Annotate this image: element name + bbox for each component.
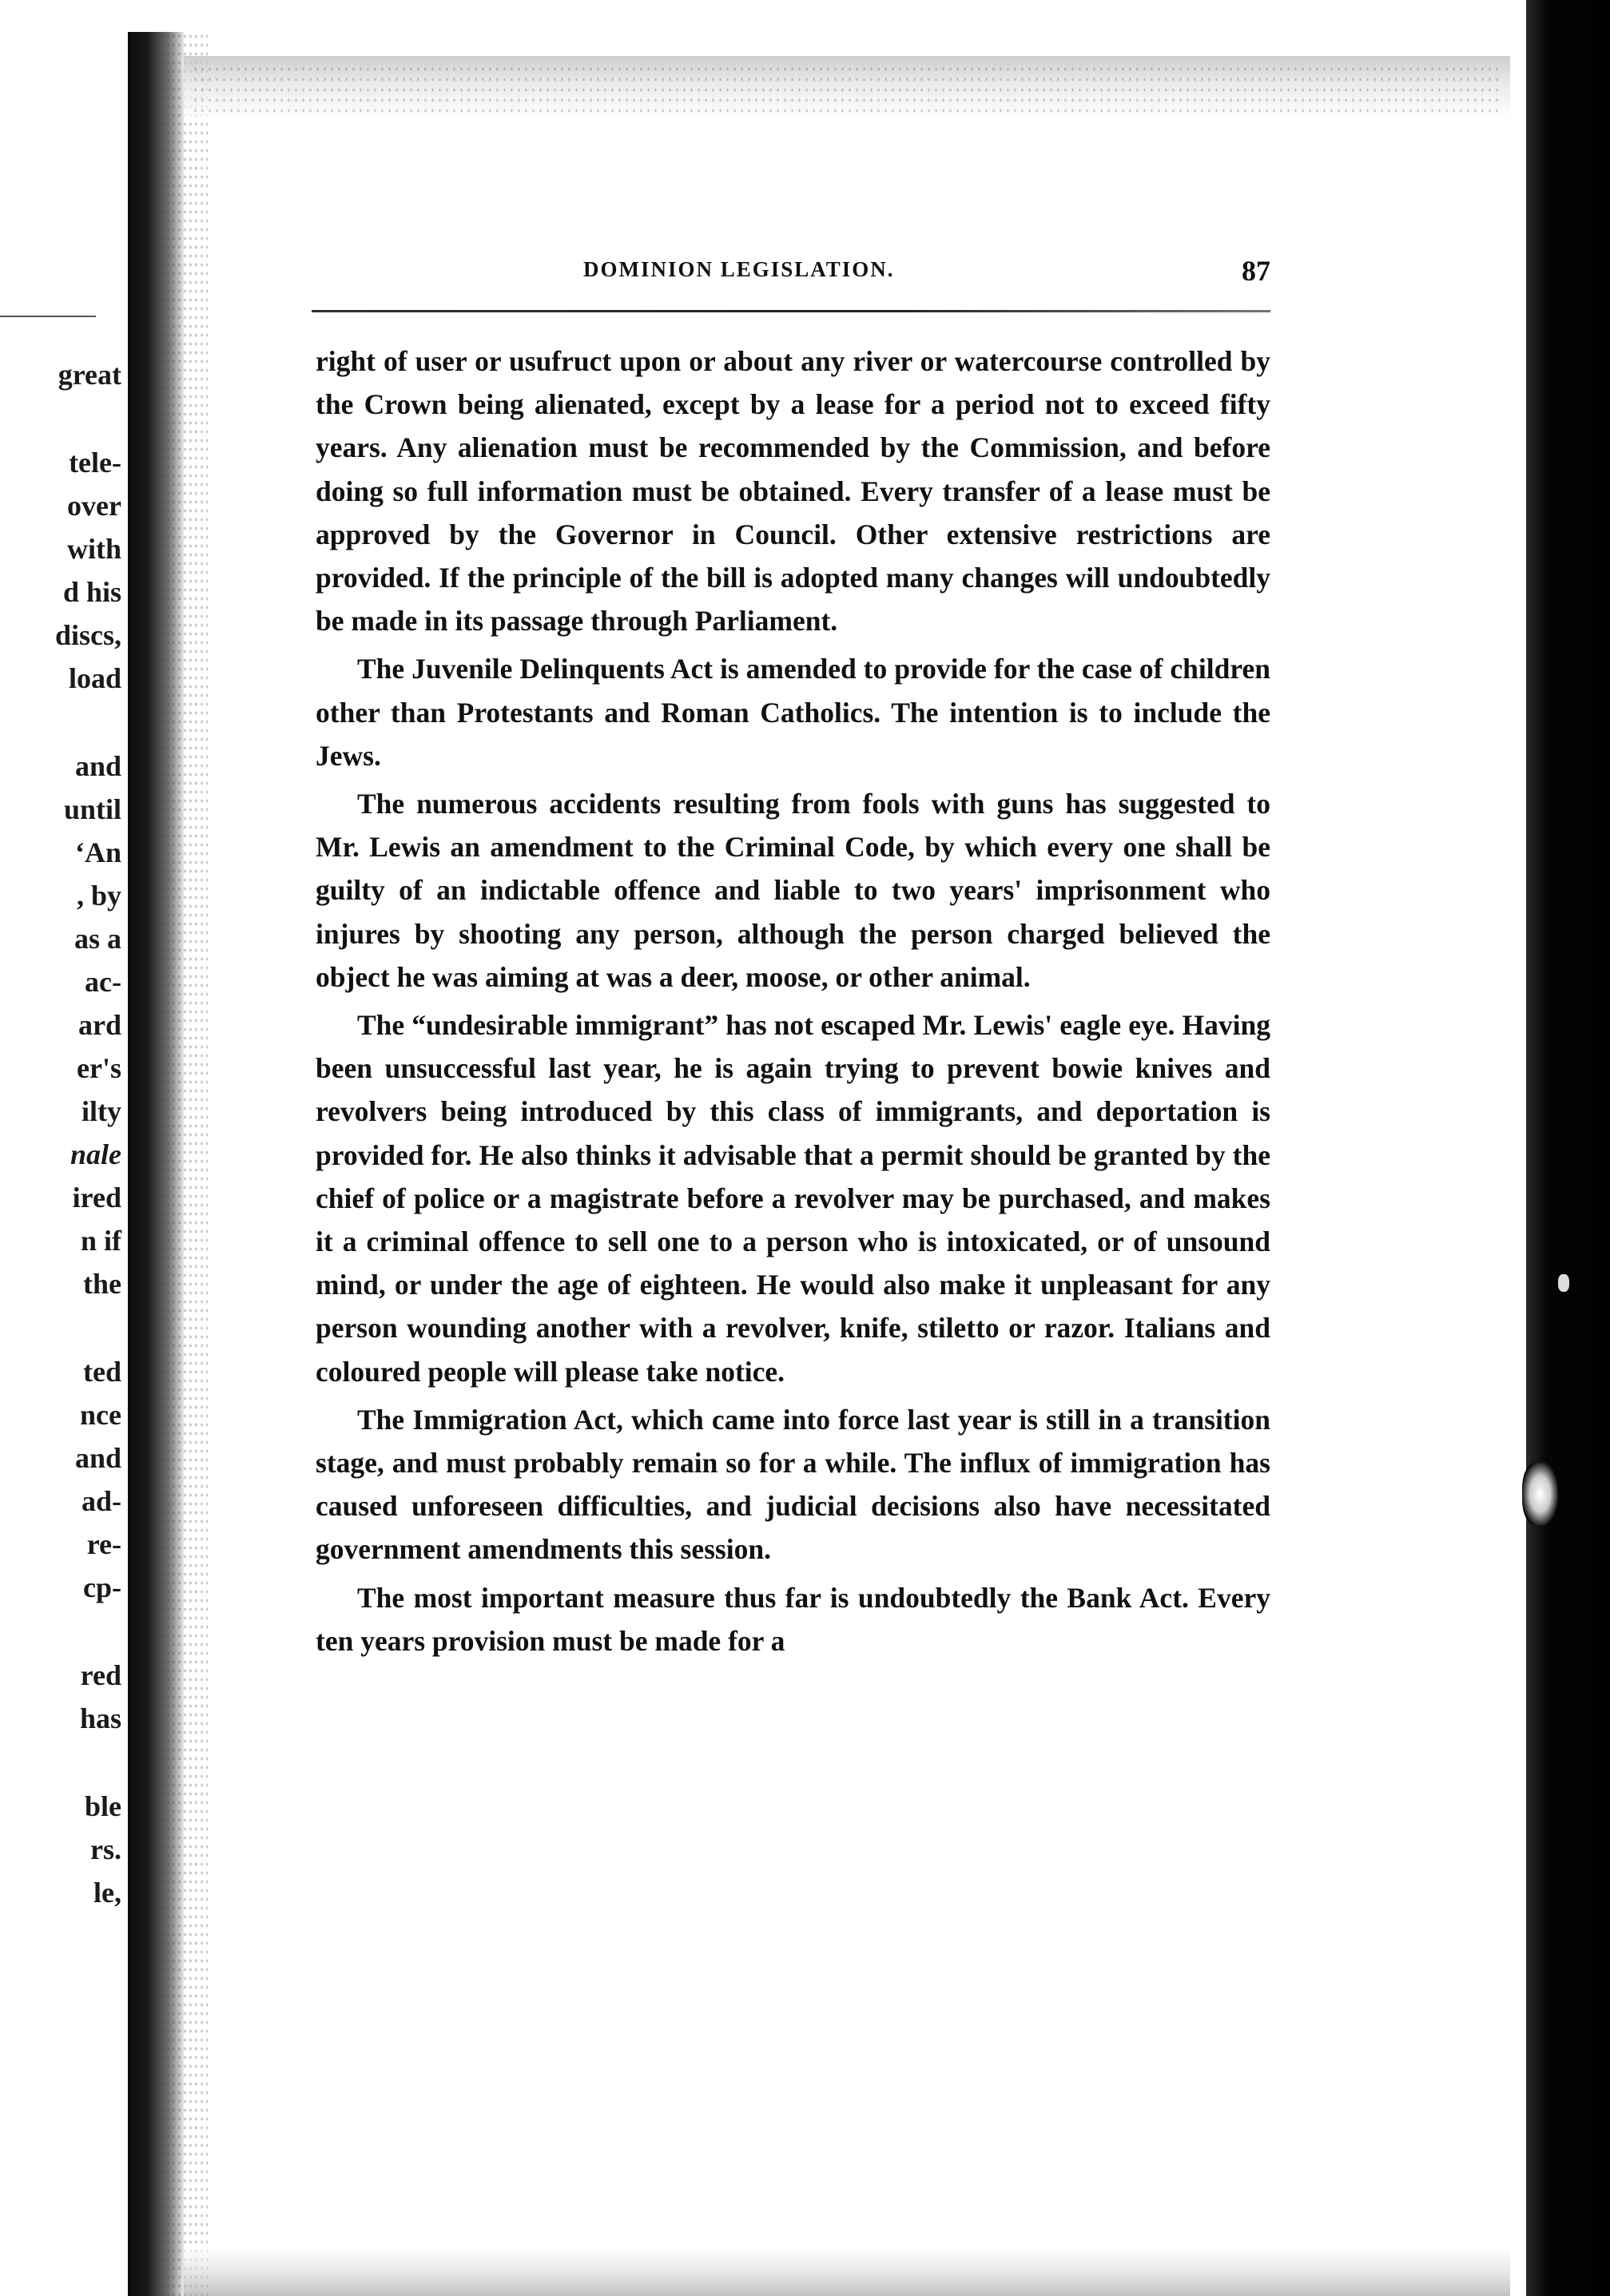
left-fragment: ired xyxy=(72,1182,121,1214)
page-number: 87 xyxy=(1242,255,1270,287)
left-fragment: ac- xyxy=(85,966,121,998)
left-fragment: as a xyxy=(74,923,121,955)
left-fragment: cp- xyxy=(83,1571,121,1603)
left-fragment: and xyxy=(74,1442,121,1474)
paragraph: The most important measure thus far is undoubtedly the Bank Act. Every ten years provision must be made for a xyxy=(316,1581,1270,1657)
left-fragment: until xyxy=(63,793,121,825)
left-fragment: great xyxy=(58,359,121,391)
left-fragment: nce xyxy=(80,1399,121,1431)
paragraph: The Juvenile Delinquents Act is amended to provide for the case of children other than Protestants and Roman Catholics. The intention is to include the Jews. xyxy=(316,653,1270,772)
paragraph: The “undesirable immigrant” has not escaped Mr. Lewis' eagle eye. Having been unsuccessful last year, he is again trying to prevent bowie knives and revolvers being introduced by this class of immigrants, and deportation is provided for. He also thinks it advisable that a permit should be granted by the chief of police or a magistrate before a revolver may be purchased, and makes it a criminal offence to sell one to a person who is intoxicated, or of unsound mind, or under the age of eighteen. He would also make it unpleasant for any person wounding another with a revolver, knife, stiletto or razor. Italians and coloured people will please take notice. xyxy=(316,1009,1270,1388)
paragraph: The numerous accidents resulting from fools with guns has suggested to Mr. Lewis an amendment to the Criminal Code, by which every one shall be guilty of an indictable offence and liable to two years' imprisonment who injures by shooting any person, although the person charged believed the object he was aiming at was a deer, moose, or other animal. xyxy=(316,788,1270,993)
left-fragment: ble xyxy=(84,1790,121,1822)
left-page-rule xyxy=(0,316,96,317)
left-fragment: over xyxy=(67,490,121,522)
left-fragment: ilty xyxy=(81,1095,121,1127)
left-fragment: and xyxy=(74,750,121,782)
header-rule xyxy=(312,310,1270,312)
gutter-speckle xyxy=(160,32,208,2296)
scanner-right-edge xyxy=(1526,0,1610,2296)
left-fragment: ‘An xyxy=(74,836,121,868)
scan-mark xyxy=(1558,1274,1569,1292)
paragraph: The Immigration Act, which came into force last year is still in a transition stage, and must probably remain so for a while. The influx of immigration has caused unforeseen difficulties, and judicial decisions also have necessitated government amendments this session. xyxy=(316,1403,1270,1566)
left-fragment: d his xyxy=(62,576,121,608)
scan-blot xyxy=(1522,1462,1558,1526)
left-fragment: ad- xyxy=(81,1485,121,1517)
paragraph: right of user or usufruct upon or about any river or watercourse controlled by the Crown being alienated, except by a lease for a period not to exceed fifty years. Any alienation must be recommended by the Commission, and before doing so full information must be obtained. Every transfer of a lease must be approved by the Governor in Council. Other extensive restrictions are provided. If the principle of the bill is adopted many changes will undoubtedly be made in its passage through Parliament. xyxy=(316,345,1270,638)
left-fragment: with xyxy=(66,533,121,565)
left-fragment: ted xyxy=(83,1356,121,1388)
left-fragment: , by xyxy=(76,880,121,912)
left-fragment: tele- xyxy=(69,447,121,479)
body-text xyxy=(316,340,1270,1667)
page-header xyxy=(316,254,1270,294)
left-fragment: has xyxy=(79,1702,121,1734)
left-fragment: ard xyxy=(78,1009,121,1041)
scan-bottom-edge xyxy=(184,2248,1510,2296)
running-title: DOMINION LEGISLATION. xyxy=(583,257,895,281)
left-fragment: load xyxy=(68,662,121,694)
left-fragment: re- xyxy=(86,1528,121,1560)
left-fragment: er's xyxy=(77,1052,121,1084)
left-fragment: le, xyxy=(93,1877,121,1909)
left-fragment: n if xyxy=(80,1225,121,1257)
left-fragment: red xyxy=(80,1659,121,1691)
left-fragment: the xyxy=(83,1268,121,1300)
left-fragment: rs. xyxy=(90,1833,121,1865)
left-fragment: nale xyxy=(70,1138,121,1170)
scan-top-noise xyxy=(192,64,1502,112)
left-fragment: discs, xyxy=(54,619,121,651)
